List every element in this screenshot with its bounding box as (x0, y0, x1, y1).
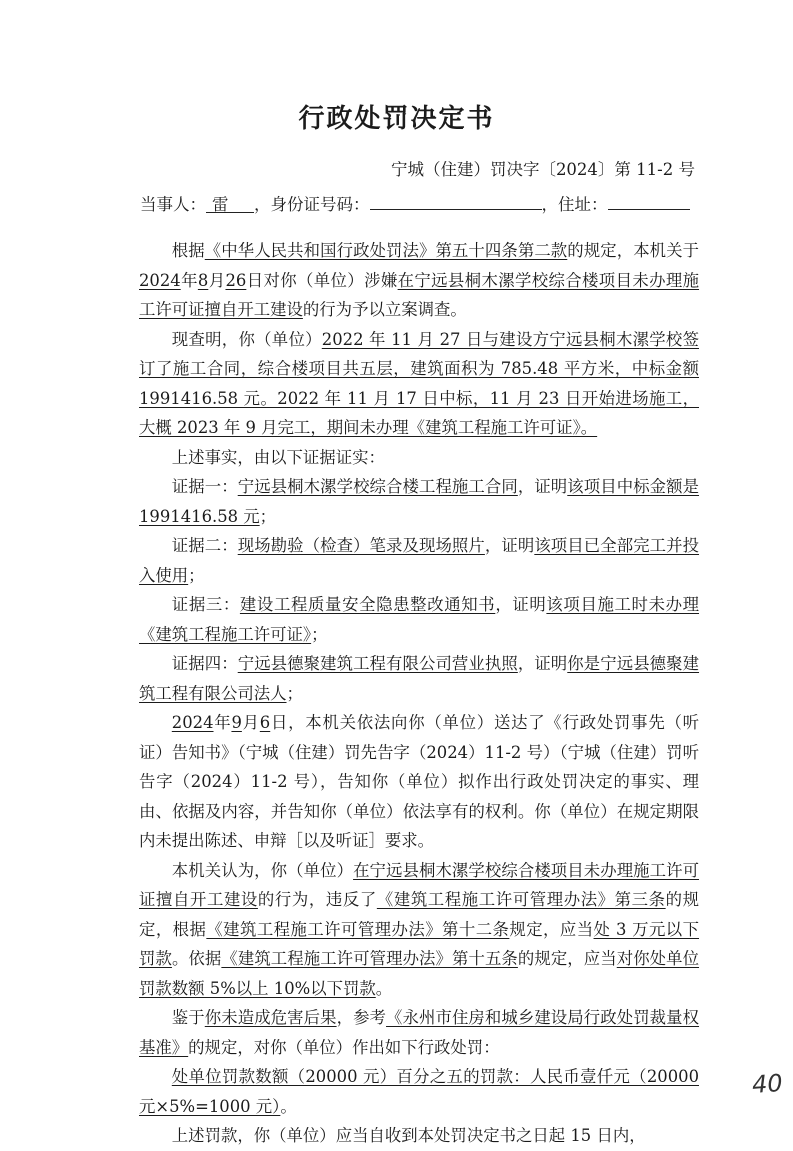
body-text-segment: 证据四： (171, 654, 238, 673)
body-text-segment: ； (286, 683, 303, 703)
body-text-segment: 的行为，违反了 (257, 890, 377, 909)
body-text-segment: ； (259, 506, 277, 526)
address-label: ，住址： (541, 195, 608, 214)
body-text-segment: 的规定，应当 (517, 949, 617, 968)
filled-text: 8 (197, 270, 209, 290)
body-text-segment: 证据三： (171, 595, 240, 614)
document-title: 行政处罚决定书 (298, 104, 495, 134)
body-text-segment: 上述事实，由以下证据证实： (171, 447, 385, 467)
body-paragraph (139, 856, 699, 1004)
filled-text: 2022 年 11 月 27 日与建设方宁远县桐木漯学校签订了施工合同，综合楼项目共五层，建筑面积为 785.48 平方米，中标金额 1991416.58 元。2022 年 11 月 17 日中标，11 月 23 日开始进场施工，大概 2023 年 9 月完工，期间未办理《建筑工程施工许可证》。 (139, 329, 699, 437)
body-text-segment: ，证明 (517, 477, 568, 496)
party-name-field (206, 192, 254, 213)
body-paragraph (139, 443, 699, 473)
body-text-segment: 鉴于 (171, 1008, 205, 1027)
filled-text: 该项目施工时未办理《建筑工程施工许可证》 (139, 595, 700, 644)
id-number-blank (370, 189, 542, 210)
filled-text: 9 (231, 713, 242, 732)
body-text-segment: 。 (280, 1096, 297, 1116)
party-line (140, 189, 690, 218)
body-text-segment: ，告知你（单位）拟作出行政处罚决定的事实、理由、依据及内容，并告知你（单位）依法享有的权利。你（单位）在规定期限内未提出陈述、申辩［以及听证］要求。 (139, 772, 700, 850)
filled-text: 26 (225, 270, 247, 290)
filled-text: 处 3 万元以下罚款 (139, 919, 700, 968)
party-name: 雷 (212, 195, 229, 214)
filled-text: 《中华人民共和国行政处罚法》第五十四条第二款 (204, 241, 568, 260)
body-text-segment: 。 (375, 978, 393, 998)
id-number-label: ，身份证号码： (254, 195, 370, 214)
filled-text: 在宁远县桐木漯学校综合楼项目未办理施工许可证擅自开工建设 (139, 270, 700, 319)
filled-text: 《建筑工程施工许可管理办法》第三条 (376, 890, 666, 909)
filled-text: 对你处单位罚款数额 5%以上 10%以下罚款 (139, 949, 700, 998)
body-text-segment: ，证明 (495, 595, 547, 614)
body-text-segment: 规定，应当 (509, 919, 594, 939)
body-text-segment: 本机关认为，你（单位） (171, 860, 354, 880)
body-text-segment: ； (311, 624, 328, 644)
body-text-segment: 现查明，你（单位） (171, 329, 322, 349)
body-text-segment: 月 (241, 713, 260, 732)
filled-text: 《建筑工程施工许可管理办法》第十二条 (206, 919, 510, 939)
filled-text: 处单位罚款数额（20000 元）百分之五的罚款：人民币壹仟元（20000 元×5%=1000 元） (139, 1067, 699, 1116)
body-paragraph (139, 236, 699, 325)
body-paragraph (139, 590, 699, 649)
body-text-segment: 年 (180, 270, 198, 290)
body-text-segment: 日对你（单位）涉嫌 (246, 270, 398, 290)
body-text-segment: 的规定，本机关于 (567, 241, 700, 260)
body-text-segment: 证据一： (171, 477, 238, 496)
body-text-segment: 上述罚款，你（单位）应当自收到本处罚决定书之日起 15 日内， (171, 1126, 646, 1145)
body-paragraph (139, 708, 699, 856)
body-text-segment: 年 (213, 713, 232, 732)
body-paragraph (139, 649, 699, 708)
body-text-segment: ； (188, 565, 205, 585)
body-text-segment: ，证明 (517, 654, 568, 673)
filled-text: 2024 (139, 270, 181, 290)
body-paragraph (139, 1121, 699, 1151)
filled-text: 现场勘验（检查）笔录及现场照片 (237, 536, 485, 555)
body-text-segment: 证据二： (171, 536, 238, 555)
decision-body (139, 236, 699, 1151)
filled-text: 你未造成危害后果 (204, 1008, 337, 1027)
body-paragraph (139, 1003, 699, 1062)
document-number: 宁城（住建）罚决字〔2024〕第 11-2 号 (390, 160, 695, 179)
body-paragraph (139, 325, 699, 443)
body-paragraph (139, 1062, 699, 1121)
page-number: 40 (751, 1068, 784, 1100)
filled-text: 2024 (171, 713, 214, 732)
filled-text: 6 (259, 713, 271, 732)
body-text-segment: 日，本机关依法向你（单位）送达了《行政处罚事先（听证）告知书》（宁城（住建）罚先告字（2024）11-2 号）（宁城（住建）罚听告字（2024）11-2 号） (139, 713, 700, 791)
body-text-segment: 的行为予以立案调查。 (302, 300, 467, 319)
body-text-segment: 根据 (171, 241, 205, 260)
filled-text: 《建筑工程施工许可管理办法》第十五条 (221, 949, 518, 968)
body-text-segment: 的规定，根据 (139, 890, 700, 939)
body-paragraph (139, 472, 699, 531)
address-blank (608, 189, 690, 210)
body-text-segment: 的规定，对你（单位）作出如下行政处罚： (188, 1037, 500, 1057)
filled-text: 建设工程质量安全隐患整改通知书 (239, 595, 496, 614)
body-text-segment: 。依据 (171, 949, 222, 968)
body-text-segment: 月 (208, 270, 226, 290)
body-paragraph (139, 531, 699, 590)
filled-text: 宁远县桐木漯学校综合楼工程施工合同 (237, 477, 518, 496)
body-text-segment: ，证明 (484, 536, 535, 555)
body-text-segment: ，参考 (336, 1008, 387, 1027)
party-label: 当事人： (140, 195, 206, 214)
filled-text: 宁远县德聚建筑工程有限公司营业执照 (237, 654, 518, 673)
filled-text: 在宁远县桐木漯学校综合楼项目未办理施工许可证擅自开工建设 (139, 860, 700, 909)
filled-text: 该项目已全部完工并投入使用 (139, 536, 700, 585)
filled-text: 该项目中标金额是 1991416.58 元 (139, 477, 700, 526)
filled-text: 《永州市住房和城乡建设局行政处罚裁量权基准》 (139, 1008, 700, 1057)
filled-text: 你是宁远县德聚建筑工程有限公司法人 (139, 654, 700, 703)
